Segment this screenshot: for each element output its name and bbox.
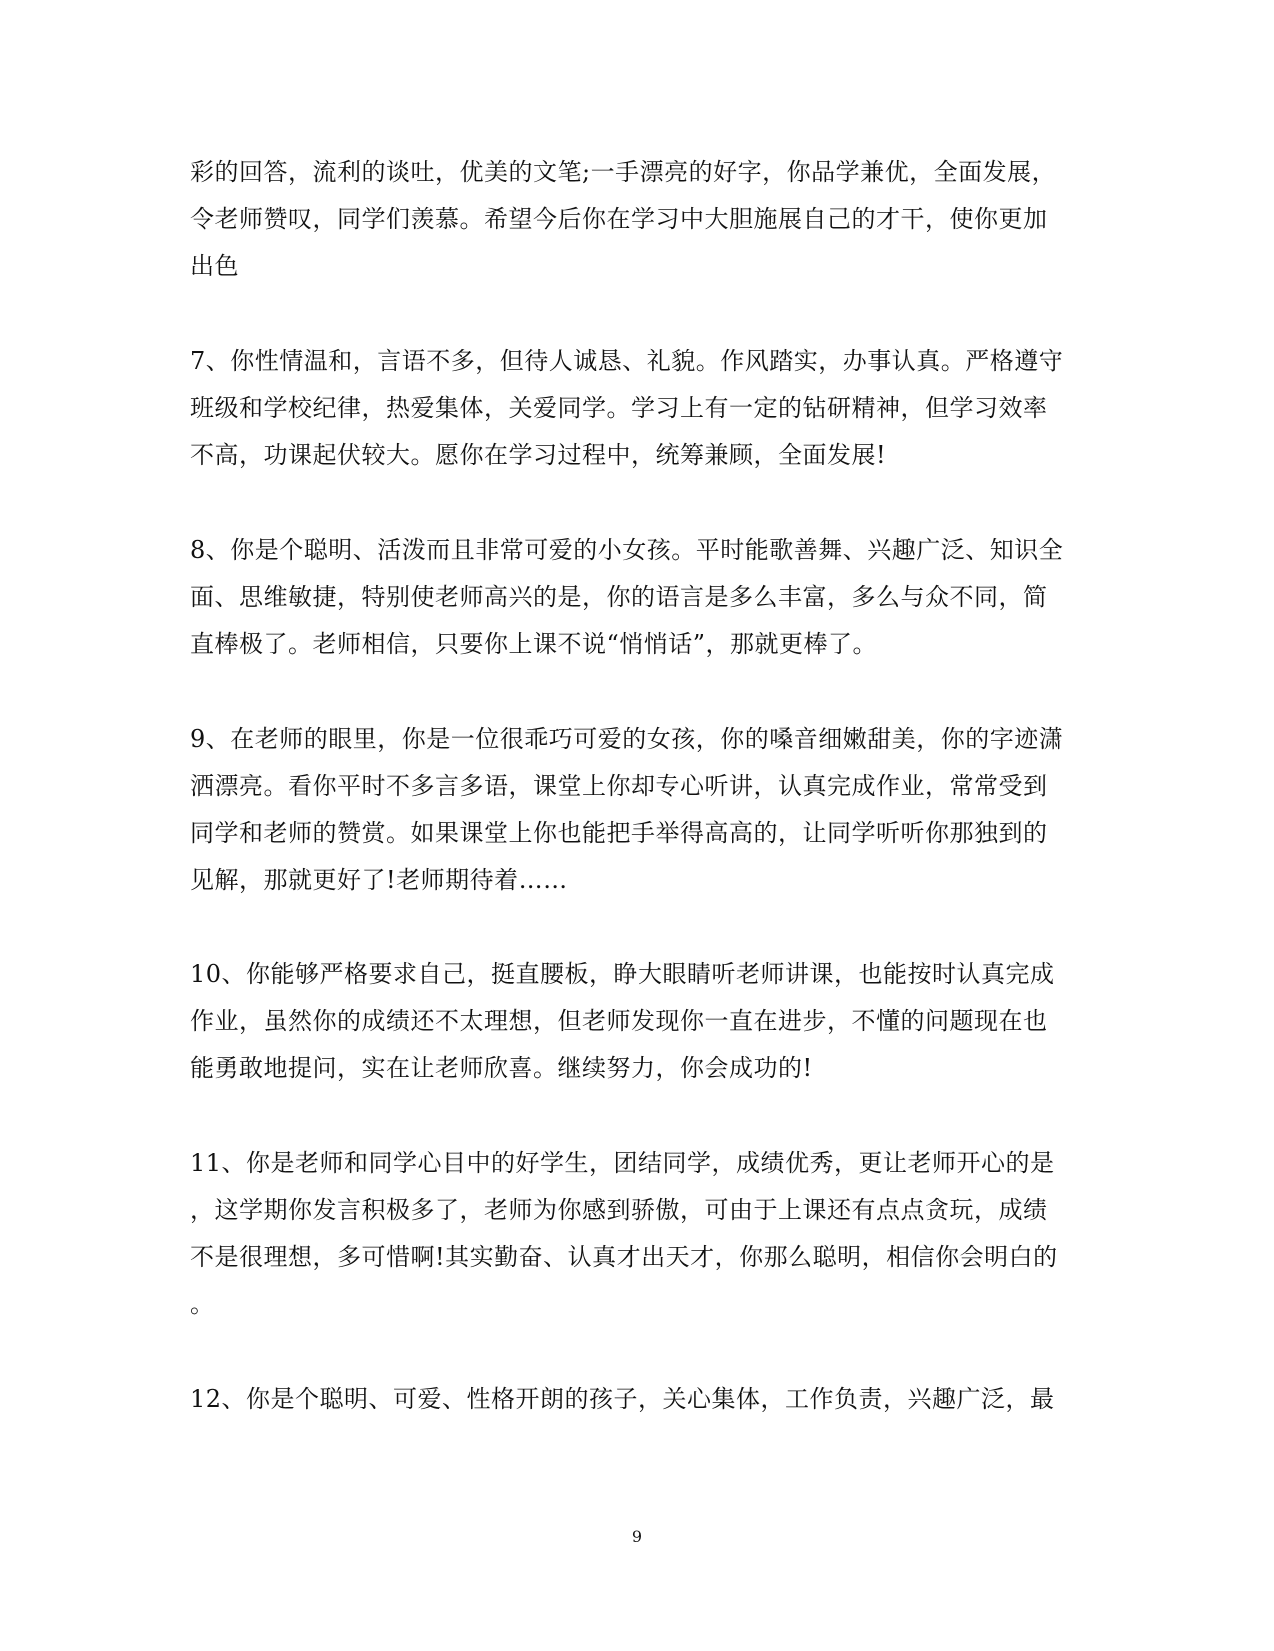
paragraph-9-line-3: 同学和老师的赞赏。如果课堂上你也能把手举得高高的，让同学听听你那独到的 (190, 819, 1048, 847)
paragraph-9-line-4: 见解，那就更好了!老师期待着…… (190, 866, 568, 894)
page-number: 9 (631, 1527, 643, 1546)
paragraph-10-line-3: 能勇敢地提问，实在让老师欣喜。继续努力，你会成功的! (190, 1054, 813, 1082)
paragraph-11-line-1: 11、你是老师和同学心目中的好学生，团结同学，成绩优秀，更让老师开心的是 (190, 1149, 1055, 1177)
paragraph-7-line-1: 7、你性情温和，言语不多，但待人诚恳、礼貌。作风踏实，办事认真。严格遵守 (190, 347, 1064, 375)
paragraph-11-line-3: 不是很理想，多可惜啊!其实勤奋、认真才出天才，你那么聪明，相信你会明白的 (190, 1243, 1058, 1271)
paragraph-1-line-2: 令老师赞叹，同学们羡慕。希望今后你在学习中大胆施展自己的才干，使你更加 (190, 205, 1048, 233)
paragraph-12-line-1: 12、你是个聪明、可爱、性格开朗的孩子，关心集体，工作负责，兴趣广泛，最 (190, 1385, 1055, 1413)
paragraph-8-line-1: 8、你是个聪明、活泼而且非常可爱的小女孩。平时能歌善舞、兴趣广泛、知识全 (190, 536, 1064, 564)
paragraph-10-line-2: 作业，虽然你的成绩还不太理想，但老师发现你一直在进步，不懂的问题现在也 (190, 1007, 1048, 1035)
paragraph-7-line-3: 不高，功课起伏较大。愿你在学习过程中，统筹兼顾，全面发展! (190, 441, 887, 469)
paragraph-1-line-3: 出色 (190, 252, 239, 280)
paragraph-10-line-1: 10、你能够严格要求自己，挺直腰板，睁大眼睛听老师讲课，也能按时认真完成 (190, 960, 1055, 988)
paragraph-9-line-1: 9、在老师的眼里，你是一位很乖巧可爱的女孩，你的嗓音细嫩甜美，你的字迹潇 (190, 725, 1064, 753)
paragraph-7-line-2: 班级和学校纪律，热爱集体，关爱同学。学习上有一定的钻研精神，但学习效率 (190, 394, 1048, 422)
paragraph-9-line-2: 洒漂亮。看你平时不多言多语，课堂上你却专心听讲，认真完成作业，常常受到 (190, 772, 1048, 800)
paragraph-8-line-2: 面、思维敏捷，特别使老师高兴的是，你的语言是多么丰富，多么与众不同，简 (190, 583, 1048, 611)
paragraph-1-line-1: 彩的回答，流利的谈吐，优美的文笔;一手漂亮的好字，你品学兼优，全面发展， (190, 158, 1057, 186)
paragraph-8-line-3: 直棒极了。老师相信，只要你上课不说“悄悄话”，那就更棒了。 (190, 630, 878, 658)
paragraph-11-line-4: 。 (190, 1290, 215, 1318)
paragraph-11-line-2: ，这学期你发言积极多了，老师为你感到骄傲，可由于上课还有点点贪玩，成绩 (190, 1196, 1048, 1224)
